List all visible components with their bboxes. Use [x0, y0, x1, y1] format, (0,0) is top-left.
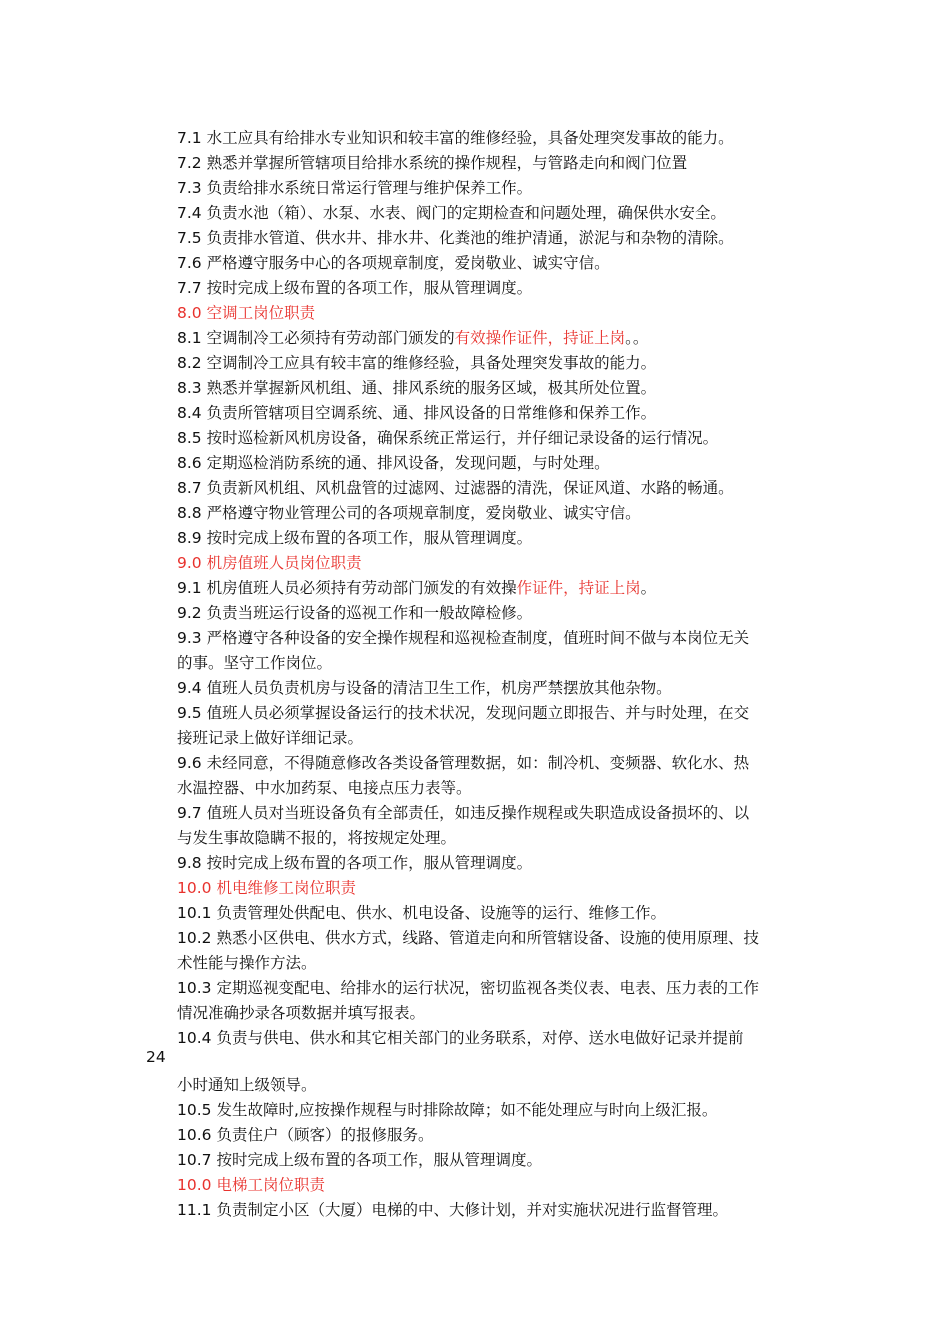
line-7-1: 7.1 水工应具有给排水专业知识和较丰富的维修经验，具备处理突发事故的能力。 [177, 129, 734, 147]
section-heading-11: 10.0 电梯工岗位职责 [177, 1176, 325, 1194]
line-9-7: 9.7 值班人员对当班设备负有全部责任，如违反操作规程或失职造成设备损坏的、以 [177, 804, 750, 822]
line-10-2: 10.2 熟悉小区供电、供水方式，线路、管道走向和所管辖设备、设施的使用原理、技 [177, 929, 759, 947]
line-10-3-cont: 情况准确抄录各项数据并填写报表。 [177, 1004, 426, 1022]
line-9-1-highlight: 作证件，持证上岗 [516, 579, 641, 597]
line-9-7-cont: 与发生事故隐瞒不报的，将按规定处理。 [177, 829, 457, 847]
line-10-1: 10.1 负责管理处供配电、供水、机电设备、设施等的运行、维修工作。 [177, 904, 666, 922]
line-10-7: 10.7 按时完成上级布置的各项工作，服从管理调度。 [177, 1151, 542, 1169]
line-8-4: 8.4 负责所管辖项目空调系统、通、排风设备的日常维修和保养工作。 [177, 404, 657, 422]
line-9-2: 9.2 负责当班运行设备的巡视工作和一般故障检修。 [177, 604, 533, 622]
line-10-2-cont: 术性能与操作方法。 [177, 954, 317, 972]
line-8-1-pre: 8.1 空调制冷工必须持有劳动部门颁发的 [177, 329, 455, 347]
line-8-1-post: 。。 [625, 329, 649, 347]
line-9-1 [177, 578, 656, 598]
line-10-6: 10.6 负责住户（顾客）的报修服务。 [177, 1126, 434, 1144]
line-11-1: 11.1 负责制定小区（大厦）电梯的中、大修计划，并对实施状况进行监督管理。 [177, 1201, 728, 1219]
line-10-4: 10.4 负责与供电、供水和其它相关部门的业务联系，对停、送水电做好记录并提前 [177, 1029, 744, 1047]
line-8-7: 8.7 负责新风机组、风机盘管的过滤网、过滤器的清洗，保证风道、水路的畅通。 [177, 479, 734, 497]
line-7-5: 7.5 负责排水管道、供水井、排水井、化粪池的维护清通，淤泥与和杂物的清除。 [177, 229, 734, 247]
line-8-5: 8.5 按时巡检新风机房设备，确保系统正常运行，并仔细记录设备的运行情况。 [177, 429, 719, 447]
line-10-4-cont: 小时通知上级领导。 [177, 1076, 317, 1094]
line-9-6-cont: 水温控器、中水加药泵、电接点压力表等。 [177, 779, 472, 797]
line-8-2: 8.2 空调制冷工应具有较丰富的维修经验，具备处理突发事故的能力。 [177, 354, 657, 372]
line-7-7: 7.7 按时完成上级布置的各项工作，服从管理调度。 [177, 279, 533, 297]
line-8-1 [177, 328, 648, 348]
line-9-5-cont: 接班记录上做好详细记录。 [177, 729, 364, 747]
line-7-2: 7.2 熟悉并掌握所管辖项目给排水系统的操作规程，与管路走向和阀门位置 [177, 154, 688, 172]
line-9-3-cont: 的事。坚守工作岗位。 [177, 654, 333, 672]
line-8-3: 8.3 熟悉并掌握新风机组、通、排风系统的服务区域，极其所处位置。 [177, 379, 657, 397]
section-heading-8: 8.0 空调工岗位职责 [177, 304, 316, 322]
line-9-4: 9.4 值班人员负责机房与设备的清洁卫生工作，机房严禁摆放其他杂物。 [177, 679, 672, 697]
line-9-8: 9.8 按时完成上级布置的各项工作，服从管理调度。 [177, 854, 533, 872]
section-heading-9: 9.0 机房值班人员岗位职责 [177, 554, 362, 572]
line-9-3: 9.3 严格遵守各种设备的安全操作规程和巡视检查制度，值班时间不做与本岗位无关 [177, 629, 750, 647]
line-9-1-pre: 9.1 机房值班人员必须持有劳动部门颁发的有效操 [177, 579, 517, 597]
line-9-6: 9.6 未经同意，不得随意修改各类设备管理数据，如：制冷机、变频器、软化水、热 [177, 754, 750, 772]
line-7-3: 7.3 负责给排水系统日常运行管理与维护保养工作。 [177, 179, 533, 197]
line-8-8: 8.8 严格遵守物业管理公司的各项规章制度，爱岗敬业、诚实守信。 [177, 504, 641, 522]
line-10-5: 10.5 发生故障时,应按操作规程与时排除故障；如不能处理应与时向上级汇报。 [177, 1101, 718, 1119]
line-10-3: 10.3 定期巡视变配电、给排水的运行状况，密切监视各类仪表、电表、压力表的工作 [177, 979, 759, 997]
line-8-9: 8.9 按时完成上级布置的各项工作，服从管理调度。 [177, 529, 533, 547]
line-7-6: 7.6 严格遵守服务中心的各项规章制度，爱岗敬业、诚实守信。 [177, 254, 610, 272]
section-heading-10: 10.0 机电维修工岗位职责 [177, 879, 356, 897]
line-8-1-highlight: 有效操作证件，持证上岗 [454, 329, 626, 347]
page-number: 24 [146, 1048, 166, 1066]
line-7-4: 7.4 负责水池（箱）、水泵、水表、阀门的定期检查和问题处理，确保供水安全。 [177, 204, 726, 222]
line-8-6: 8.6 定期巡检消防系统的通、排风设备，发现问题，与时处理。 [177, 454, 610, 472]
line-9-1-post: 。 [640, 579, 657, 597]
line-9-5: 9.5 值班人员必须掌握设备运行的技术状况，发现问题立即报告、并与时处理，在交 [177, 704, 750, 722]
